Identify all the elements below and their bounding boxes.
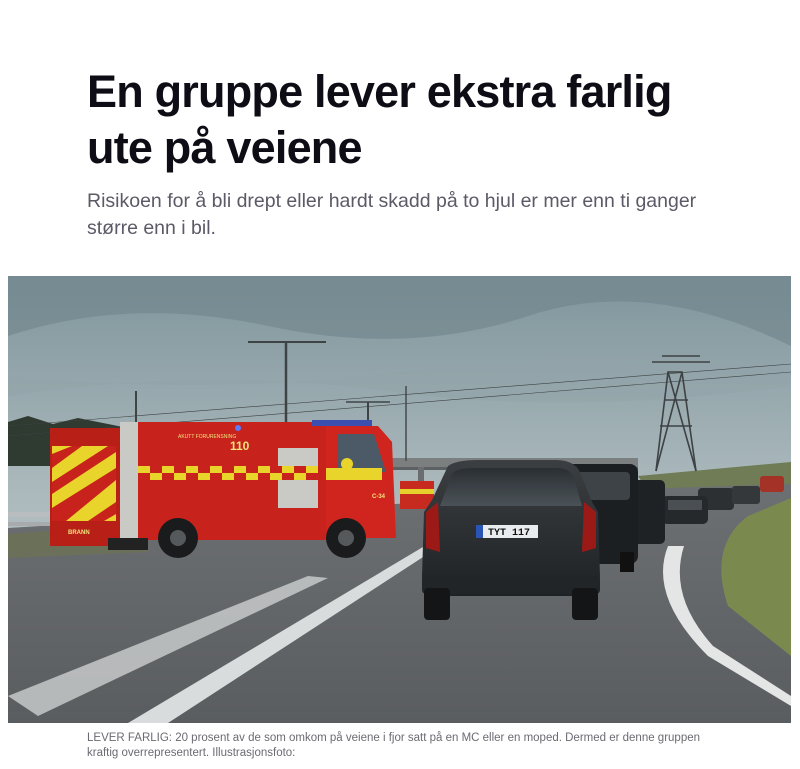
truck-brand-label: BRANN bbox=[68, 530, 90, 536]
article-photo bbox=[8, 276, 791, 723]
article-lead: Risikoen for å bli drept eller hardt skadd på to hjul er mer enn ti ganger større enn i bil. bbox=[87, 190, 697, 239]
fire-truck bbox=[50, 420, 396, 558]
truck-unit-label: C-34 bbox=[372, 494, 386, 500]
truck-number: 110 bbox=[230, 439, 250, 453]
license-plate: TYT 117 bbox=[487, 528, 531, 539]
article-headline: En gruppe lever ekstra farlig ute på veiene bbox=[87, 66, 672, 173]
truck-side-label: AKUTT FORURENSNING bbox=[178, 434, 237, 440]
photo-caption: LEVER FARLIG: 20 prosent av de som omkom på veiene i fjor satt på en MC eller en moped. Dermed er denne gruppen kraftig overrepresentert. Illustrasjonsfoto: bbox=[87, 732, 701, 759]
